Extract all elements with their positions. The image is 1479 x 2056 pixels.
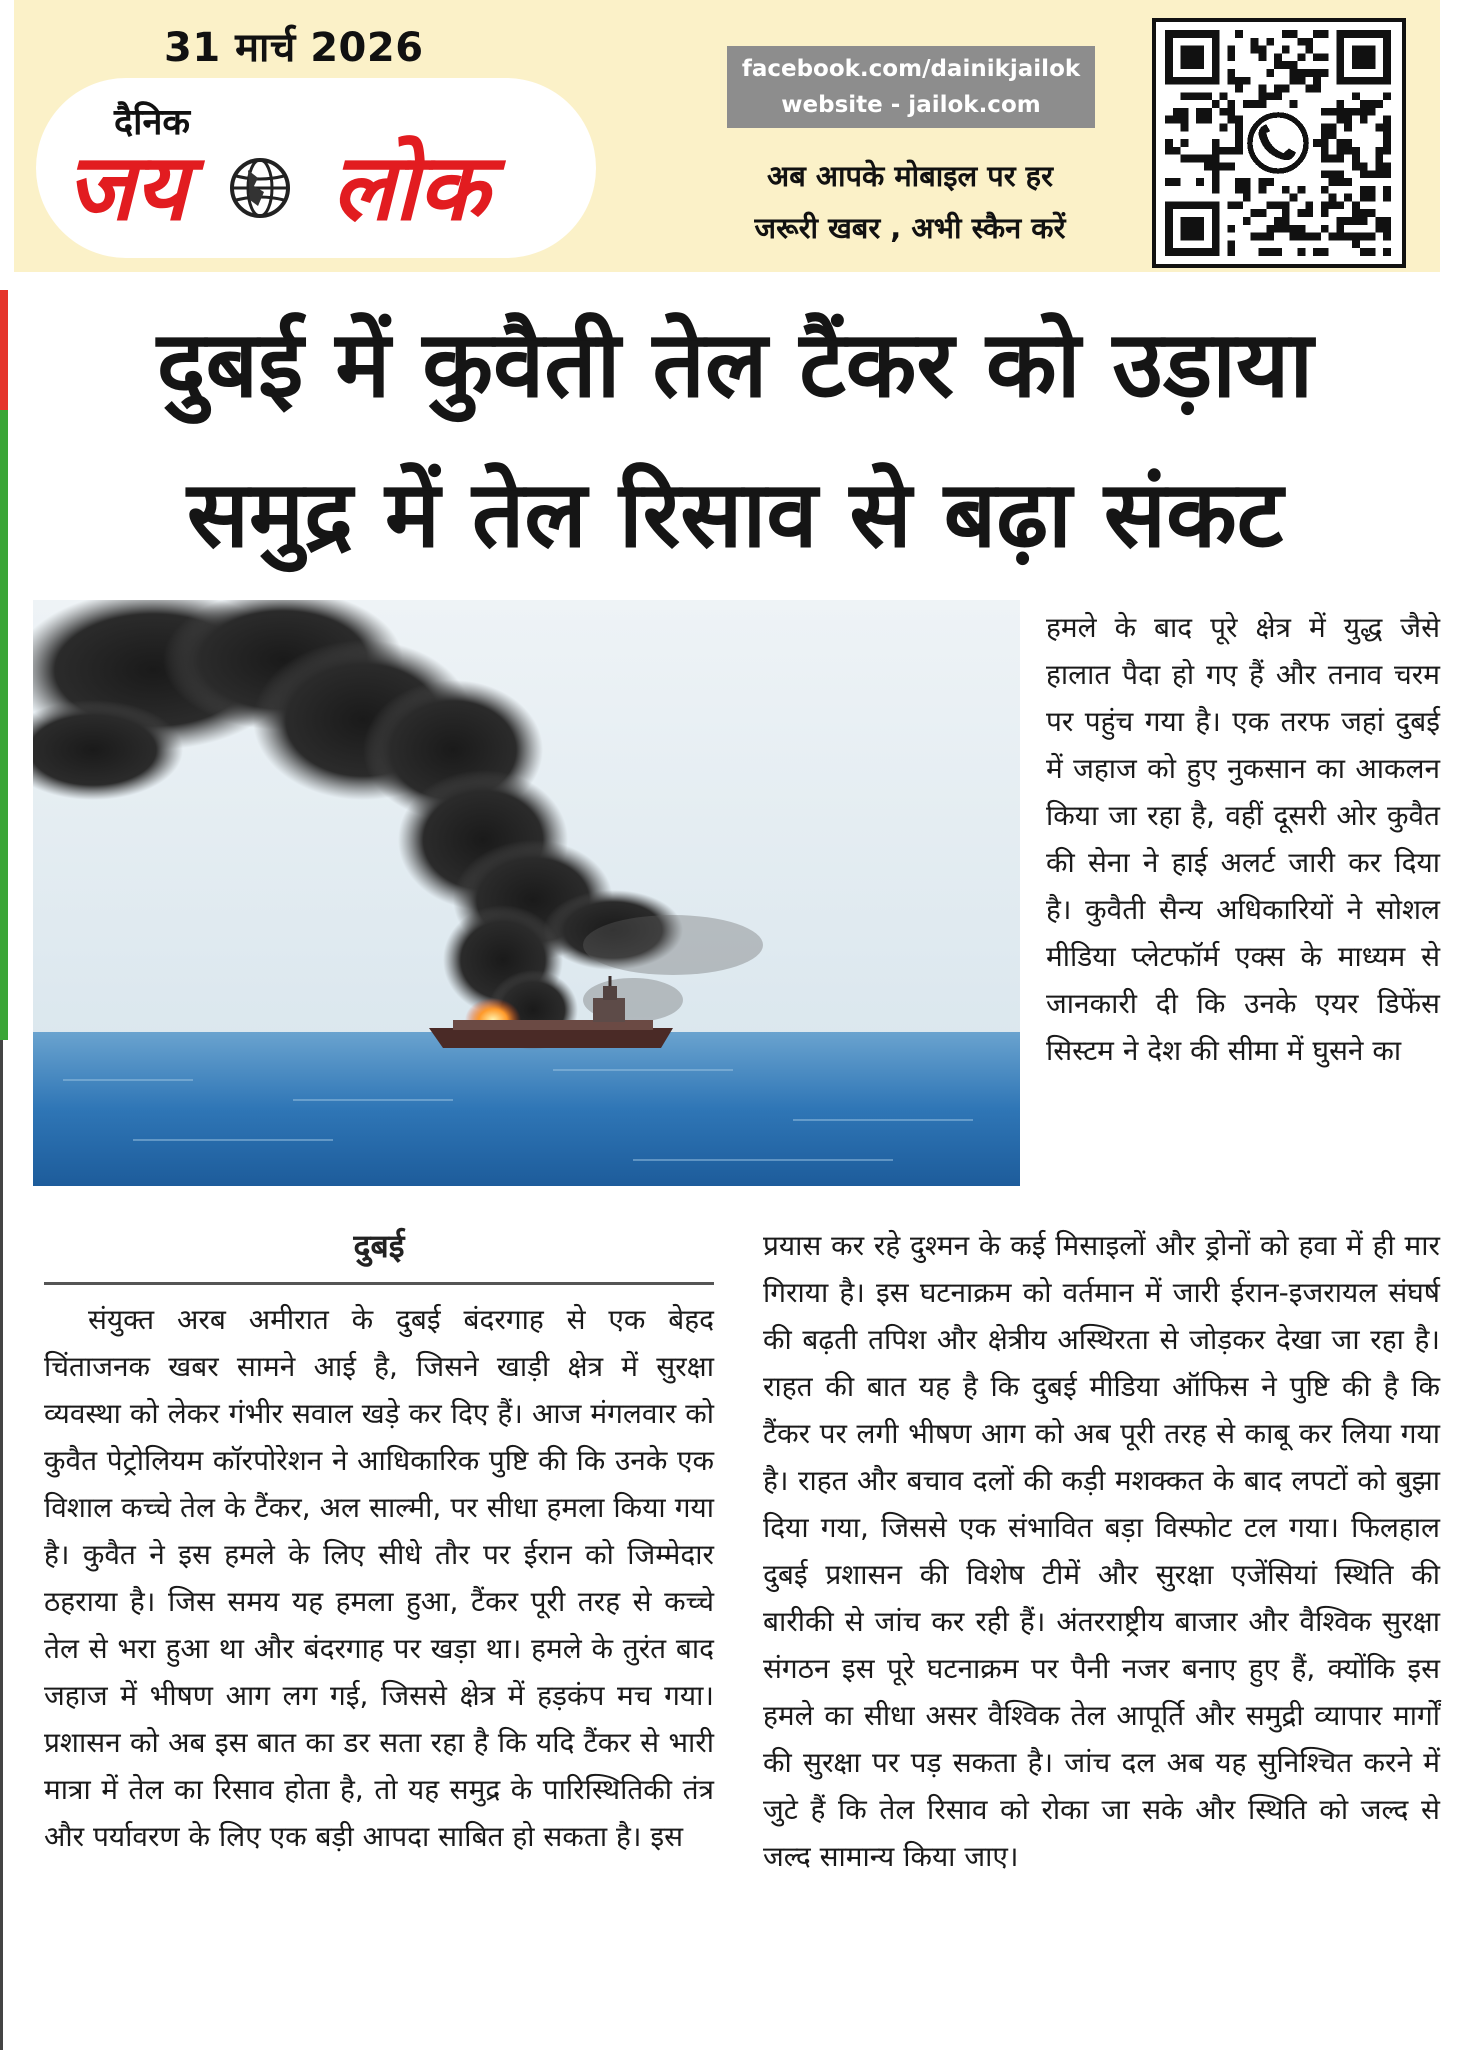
side-bar-dark xyxy=(0,1040,3,2050)
newspaper-logo[interactable] xyxy=(36,78,596,258)
logo-word-lok: लोक xyxy=(331,133,489,241)
logo-main-text xyxy=(66,133,489,241)
masthead xyxy=(14,0,1440,272)
whatsapp-qr-icon[interactable] xyxy=(1152,18,1406,268)
headline-line-1: दुबई में कुवैती तेल टैंकर को उड़ाया xyxy=(156,311,1314,418)
headline-line-2: समुद्र में तेल रिसाव से बढ़ा संकट xyxy=(186,461,1284,568)
article-column-right-top: हमले के बाद पूरे क्षेत्र में युद्ध जैसे हालात पैदा हो गए हैं और तनाव चरम पर पहुंच गया है। एक तरफ जहां दुबई में जहाज को हुए नुकसान का आकलन किया जा रहा है, वहीं दूसरी ओर कुवैत की सेना ने हाई अलर्ट जारी कर दिया है। कुवैती सैन्य अधिकारियों ने सोशल मीडिया प्लेटफॉर्म एक्स के माध्यम से जानकारी दी कि उनके एयर डिफेंस सिस्टम ने देश की सीमा में घुसने का xyxy=(1046,611,1440,1067)
scan-line-1: अब आपके मोबाइल पर हर xyxy=(767,159,1053,193)
headline xyxy=(30,290,1440,590)
dateline-divider xyxy=(44,1282,714,1285)
scan-line-2: जरूरी खबर , अभी स्कैन करें xyxy=(754,211,1066,245)
facebook-link[interactable]: facebook.com/dainikjailok xyxy=(741,56,1081,82)
side-bar-red xyxy=(0,290,8,410)
scan-prompt xyxy=(710,150,1110,254)
burning-tanker-photo xyxy=(33,600,1020,1186)
globe-icon xyxy=(228,156,292,220)
social-links-box xyxy=(727,46,1095,128)
logo-word-jai: जय xyxy=(66,133,188,241)
issue-date: 31 मार्च 2026 xyxy=(164,25,424,71)
logo-small-text: दैनिक xyxy=(114,102,191,143)
article-column-left: संयुक्त अरब अमीरात के दुबई बंदरगाह से एक बेहद चिंताजनक खबर सामने आई है, जिसने खाड़ी क्षेत्र में सुरक्षा व्यवस्था को लेकर गंभीर सवाल खड़े कर दिए हैं। आज मंगलवार को कुवैत पेट्रोलियम कॉरपोरेशन ने आधिकारिक पुष्टि की कि उनके एक विशाल कच्चे तेल के टैंकर, अल साल्मी, पर सीधा हमला किया गया है। कुवैत ने इस हमले के लिए सीधे तौर पर ईरान को जिम्मेदार ठहराया है। जिस समय यह हमला हुआ, टैंकर पूरी तरह से कच्चे तेल से भरा हुआ था और बंदरगाह पर खड़ा था। हमले के तुरंत बाद जहाज में भीषण आग लग गई, जिससे क्षेत्र में हड़कंप मच गया। प्रशासन को अब इस बात का डर सता रहा है कि यदि टैंकर से भारी मात्रा में तेल का रिसाव होता है, तो यह समुद्र के पारिस्थितिकी तंत्र और पर्यावरण के लिए एक बड़ी आपदा साबित हो सकता है। इस xyxy=(44,1303,714,1853)
qr-code-icon xyxy=(1164,30,1392,256)
photo-icon xyxy=(33,600,1020,1186)
article-dateline: दुबई xyxy=(353,1227,405,1265)
side-bar-green xyxy=(0,410,8,1040)
article-column-right: प्रयास कर रहे दुश्मन के कई मिसाइलों और ड्रोनों को हवा में ही मार गिराया है। इस घटनाक्रम को वर्तमान में जारी ईरान-इजरायल संघर्ष की बढ़ती तपिश और क्षेत्रीय अस्थिरता से जोड़कर देखा जा रहा है। राहत की बात यह है कि दुबई मीडिया ऑफिस ने पुष्टि की है कि टैंकर पर लगी भीषण आग को अब पूरी तरह से काबू कर लिया गया है। राहत और बचाव दलों की कड़ी मशक्कत के बाद लपटों को बुझा दिया गया, जिससे एक संभावित बड़ा विस्फोट टल गया। फिलहाल दुबई प्रशासन की विशेष टीमें और सुरक्षा एजेंसियां स्थिति की बारीकी से जांच कर रही हैं। अंतरराष्ट्रीय बाजार और वैश्विक सुरक्षा संगठन इस पूरे घटनाक्रम पर पैनी नजर बनाए हुए हैं, क्योंकि इस हमले का सीधा असर वैश्विक तेल आपूर्ति और समुद्री व्यापार मार्गों की सुरक्षा पर पड़ सकता है। जांच दल अब यह सुनिश्चित करने में जुटे हैं कि तेल रिसाव को रोका जा सके और स्थिति को जल्द से जल्द सामान्य किया जाए। xyxy=(763,1229,1440,1873)
website-link[interactable]: website - jailok.com xyxy=(781,92,1041,118)
